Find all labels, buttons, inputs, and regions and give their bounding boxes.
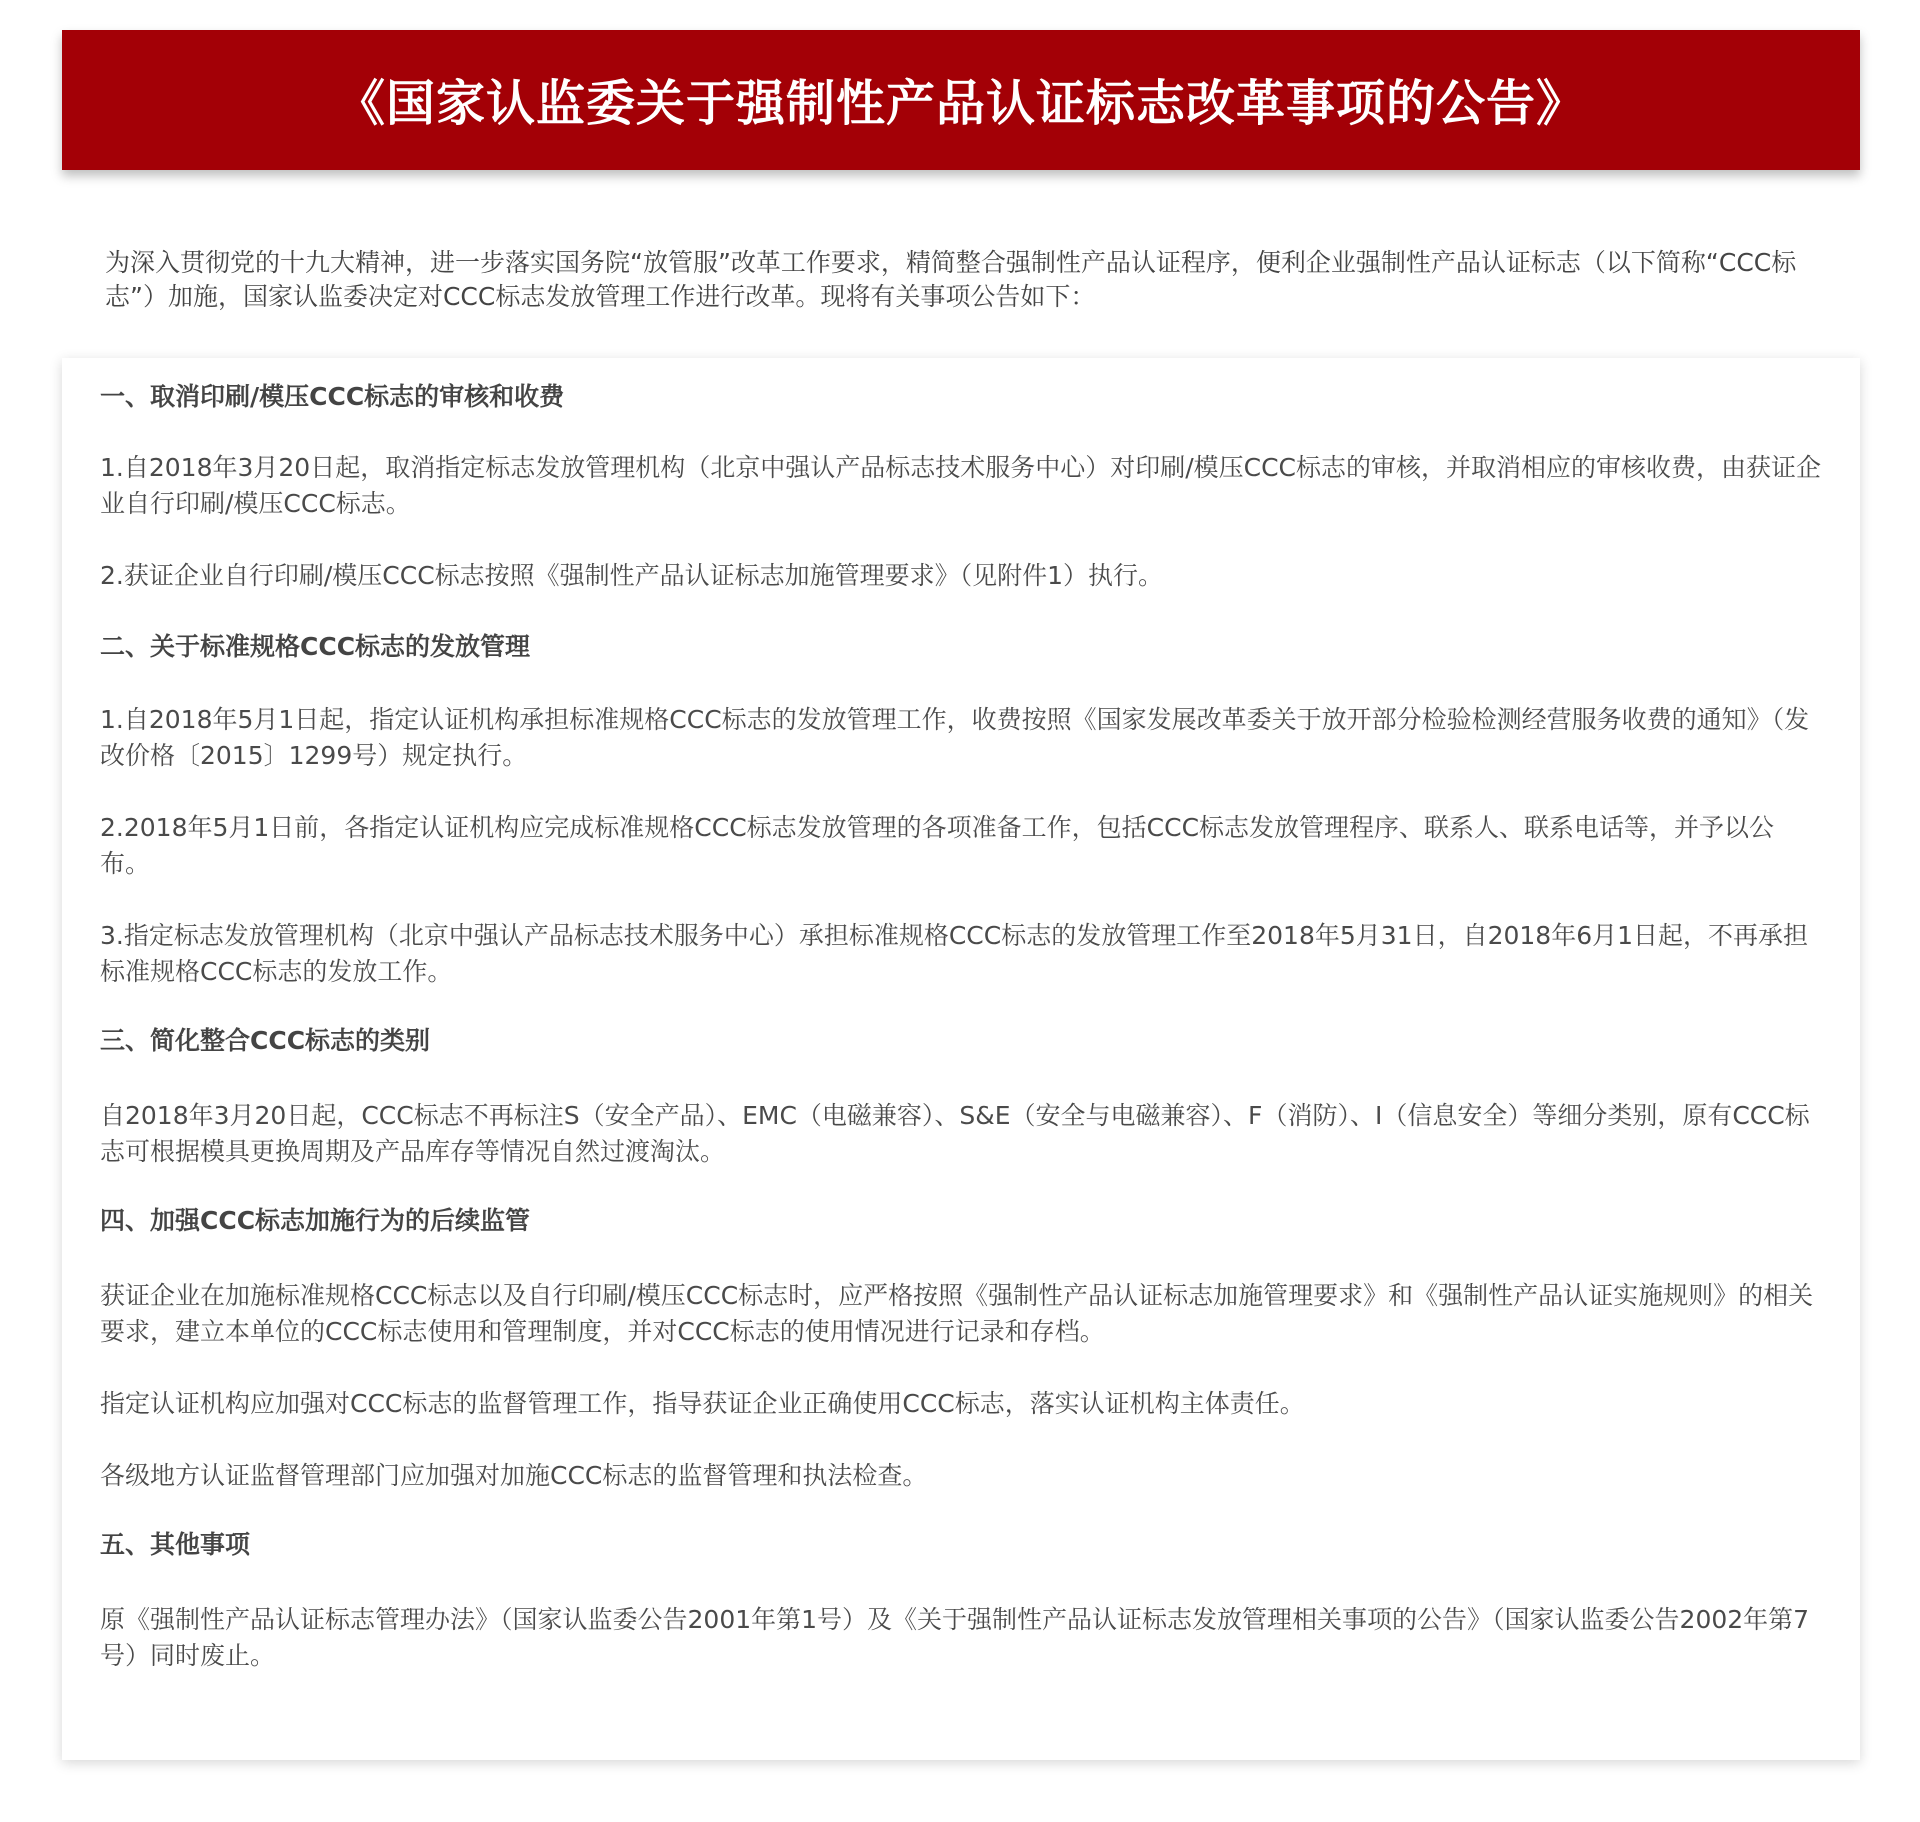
section-heading-5: 五、其他事项 [100, 1530, 251, 1559]
section-heading-3: 三、简化整合CCC标志的类别 [100, 1026, 431, 1055]
section-heading-2: 二、关于标准规格CCC标志的发放管理 [100, 632, 531, 661]
section-2-paragraph-3: 3.指定标志发放管理机构（北京中强认产品标志技术服务中心）承担标准规格CCC标志的发放管理工作至2018年5月31日，自2018年6月1日起，不再承担标准规格CCC标志的发放工作。 [100, 921, 1809, 986]
section-2-paragraph-1: 1.自2018年5月1日起，指定认证机构承担标准规格CCC标志的发放管理工作，收费按照《国家发展改革委关于放开部分检验检测经营服务收费的通知》（发改价格〔2015〕1299号）规定执行。 [100, 705, 1810, 770]
section-2-paragraph-2: 2.2018年5月1日前，各指定认证机构应完成标准规格CCC标志发放管理的各项准备工作，包括CCC标志发放管理程序、联系人、联系电话等，并予以公布。 [100, 813, 1775, 878]
section-4-paragraph-1: 获证企业在加施标准规格CCC标志以及自行印刷/模压CCC标志时，应严格按照《强制性产品认证标志加施管理要求》和《强制性产品认证实施规则》的相关要求，建立本单位的CCC标志使用和管理制度，并对CCC标志的使用情况进行记录和存档。 [100, 1281, 1814, 1346]
section-1-paragraph-1: 1.自2018年3月20日起，取消指定标志发放管理机构（北京中强认产品标志技术服务中心）对印刷/模压CCC标志的审核，并取消相应的审核收费，由获证企业自行印刷/模压CCC标志。 [100, 453, 1821, 518]
section-3-paragraph-1: 自2018年3月20日起，CCC标志不再标注S（安全产品）、EMC（电磁兼容）、S&E（安全与电磁兼容）、F（消防）、I（信息安全）等细分类别，原有CCC标志可根据模具更换周期及产品库存等情况自然过渡淘汰。 [100, 1101, 1810, 1166]
section-4-paragraph-3: 各级地方认证监督管理部门应加强对加施CCC标志的监督管理和执法检查。 [100, 1461, 928, 1490]
page-title: 《国家认监委关于强制性产品认证标志改革事项的公告》 [335, 75, 1586, 132]
section-1-paragraph-2: 2.获证企业自行印刷/模压CCC标志按照《强制性产品认证标志加施管理要求》（见附件1）执行。 [100, 561, 1164, 590]
section-heading-1: 一、取消印刷/模压CCC标志的审核和收费 [100, 382, 565, 411]
title-banner [62, 30, 1860, 170]
announcement-card [62, 358, 1860, 1760]
intro-paragraph: 为深入贯彻党的十九大精神，进一步落实国务院“放管服”改革工作要求，精简整合强制性产品认证程序，便利企业强制性产品认证标志（以下简称“CCC标志”）加施，国家认监委决定对CCC标志发放管理工作进行改革。现将有关事项公告如下： [105, 248, 1797, 311]
section-5-paragraph-1: 原《强制性产品认证标志管理办法》（国家认监委公告2001年第1号）及《关于强制性产品认证标志发放管理相关事项的公告》（国家认监委公告2002年第7号）同时废止。 [100, 1605, 1810, 1670]
section-heading-4: 四、加强CCC标志加施行为的后续监管 [100, 1206, 531, 1235]
section-4-paragraph-2: 指定认证机构应加强对CCC标志的监督管理工作，指导获证企业正确使用CCC标志，落实认证机构主体责任。 [100, 1389, 1305, 1418]
